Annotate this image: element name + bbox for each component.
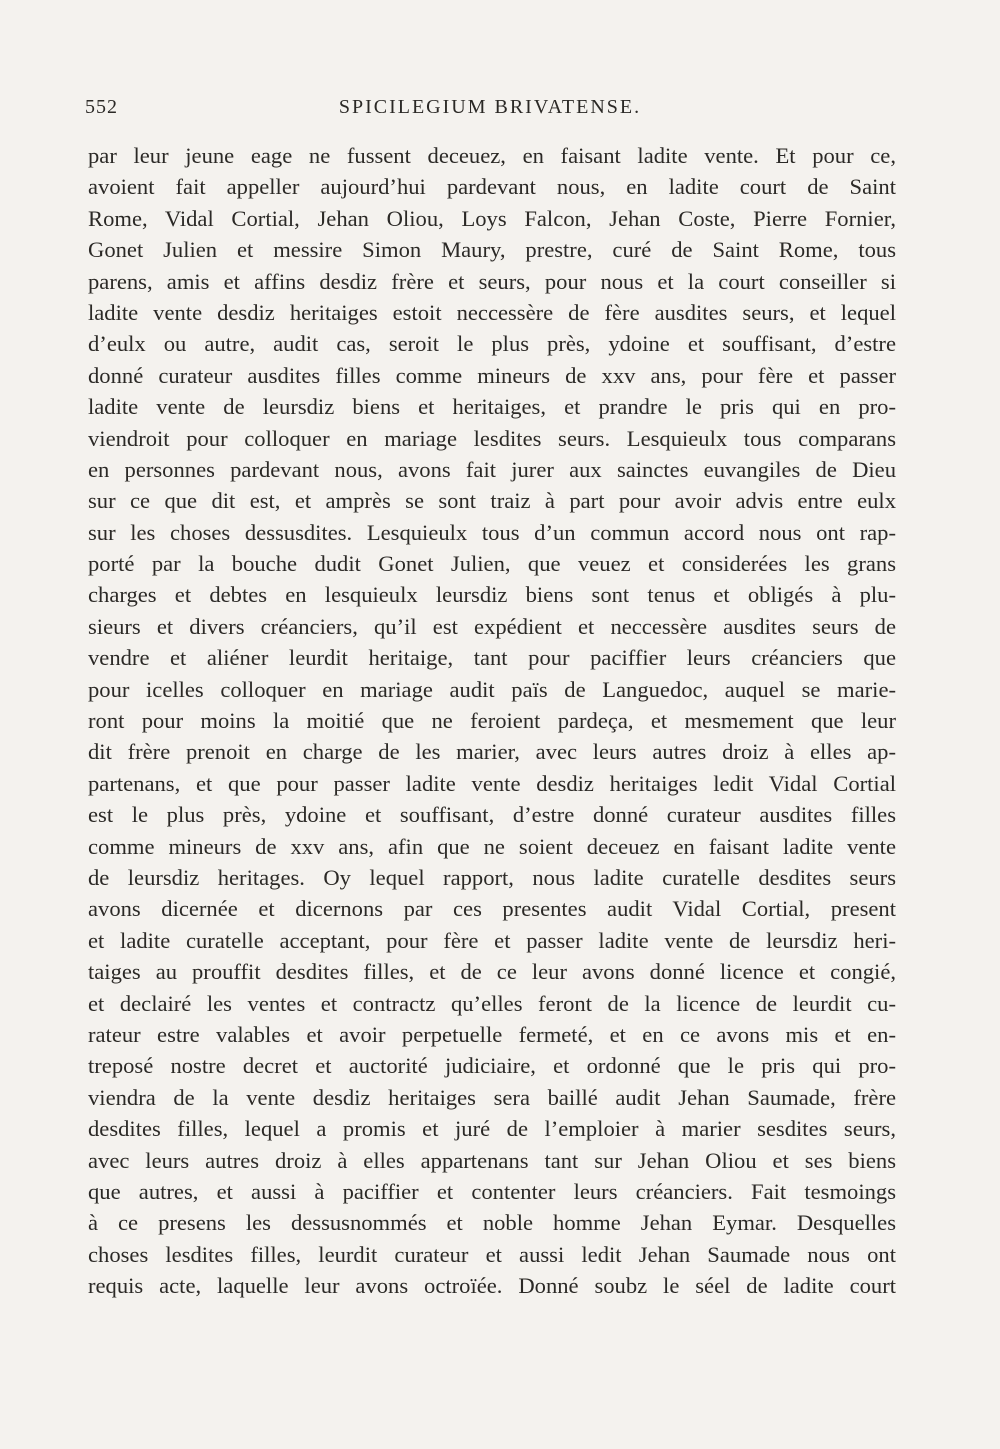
text-line: sur les choses dessusdites. Lesquieulx tous d’un commun accord nous ont rap- bbox=[88, 519, 896, 545]
text-line: est le plus près, ydoine et souffisant, d’estre donné curateur ausdites filles bbox=[88, 802, 896, 828]
text-line: viendra de la vente desdiz heritaiges sera baillé audit Jehan Saumade, frère bbox=[88, 1084, 896, 1110]
text-line: desdites filles, lequel a promis et juré de l’emploier à marier sesdites seurs, bbox=[88, 1116, 896, 1142]
text-line: donné curateur ausdites filles comme mineurs de xxv ans, pour fère et passer bbox=[88, 362, 896, 388]
text-line: et ladite curatelle acceptant, pour fère et passer ladite vente de leursdiz heri- bbox=[88, 927, 896, 953]
text-line: porté par la bouche dudit Gonet Julien, que veuez et considerées les grans bbox=[88, 551, 896, 577]
text-line: que autres, et aussi à paciffier et contenter leurs créanciers. Fait tesmoings bbox=[88, 1178, 896, 1204]
text-line: pour icelles colloquer en mariage audit païs de Languedoc, auquel se marie- bbox=[88, 676, 896, 702]
text-line: choses lesdites filles, leurdit curateur et aussi ledit Jehan Saumade nous ont bbox=[88, 1241, 896, 1267]
text-line: Gonet Julien et messire Simon Maury, prestre, curé de Saint Rome, tous bbox=[88, 237, 896, 263]
text-line: requis acte, laquelle leur avons octroïée. Donné soubz le séel de ladite court bbox=[88, 1273, 896, 1299]
text-line: Rome, Vidal Cortial, Jehan Oliou, Loys Falcon, Jehan Coste, Pierre Fornier, bbox=[88, 205, 896, 231]
text-line: ront pour moins la moitié que ne feroient pardeça, et mesmement que leur bbox=[88, 708, 896, 734]
body-text bbox=[88, 140, 896, 1301]
text-line: en personnes pardevant nous, avons fait jurer aux sainctes euvangiles de Dieu bbox=[88, 456, 896, 482]
text-line: dit frère prenoit en charge de les marier, avec leurs autres droiz à elles ap- bbox=[88, 739, 896, 765]
text-line: comme mineurs de xxv ans, afin que ne soient deceuez en faisant ladite vente bbox=[88, 833, 896, 859]
text-line: viendroit pour colloquer en mariage lesdites seurs. Lesquieulx tous comparans bbox=[88, 425, 896, 451]
text-line: sur ce que dit est, et amprès se sont traiz à part pour avoir advis entre eulx bbox=[88, 488, 896, 514]
page-header bbox=[85, 96, 895, 126]
text-line: et declairé les ventes et contractz qu’elles feront de la licence de leurdit cu- bbox=[88, 990, 896, 1016]
text-line: à ce presens les dessusnommés et noble homme Jehan Eymar. Desquelles bbox=[88, 1210, 896, 1236]
text-line: d’eulx ou autre, audit cas, seroit le plus près, ydoine et souffisant, d’estre bbox=[88, 331, 896, 357]
text-line: de leursdiz heritages. Oy lequel rapport, nous ladite curatelle desdites seurs bbox=[88, 864, 896, 890]
text-line: sieurs et divers créanciers, qu’il est expédient et neccessère ausdites seurs de bbox=[88, 613, 896, 639]
text-line: treposé nostre decret et auctorité judiciaire, et ordonné que le pris qui pro- bbox=[88, 1053, 896, 1079]
text-line: parens, amis et affins desdiz frère et seurs, pour nous et la court conseiller si bbox=[88, 268, 896, 294]
text-line: ladite vente de leursdiz biens et heritaiges, et prandre le pris qui en pro- bbox=[88, 394, 896, 420]
text-line: avoient fait appeller aujourd’hui pardevant nous, en ladite court de Saint bbox=[88, 174, 896, 200]
text-line: charges et debtes en lesquieulx leursdiz biens sont tenus et obligés à plu- bbox=[88, 582, 896, 608]
text-line: vendre et aliéner leurdit heritaige, tant pour paciffier leurs créanciers que bbox=[88, 645, 896, 671]
text-line: avons dicernée et dicernons par ces presentes audit Vidal Cortial, present bbox=[88, 896, 896, 922]
text-line: par leur jeune eage ne fussent deceuez, en faisant ladite vente. Et pour ce, bbox=[88, 143, 896, 168]
text-line: avec leurs autres droiz à elles appartenans tant sur Jehan Oliou et ses biens bbox=[88, 1147, 896, 1173]
text-line: rateur estre valables et avoir perpetuelle fermeté, et en ce avons mis et en- bbox=[88, 1021, 896, 1047]
text-line: partenans, et que pour passer ladite vente desdiz heritaiges ledit Vidal Cortial bbox=[88, 770, 896, 796]
running-title: SPICILEGIUM BRIVATENSE. bbox=[338, 96, 642, 118]
text-line: taiges au prouffit desdites filles, et de ce leur avons donné licence et congié, bbox=[88, 959, 896, 985]
text-line: ladite vente desdiz heritaiges estoit neccessère de fère ausdites seurs, et lequel bbox=[88, 299, 896, 325]
page-number: 552 bbox=[85, 96, 118, 118]
